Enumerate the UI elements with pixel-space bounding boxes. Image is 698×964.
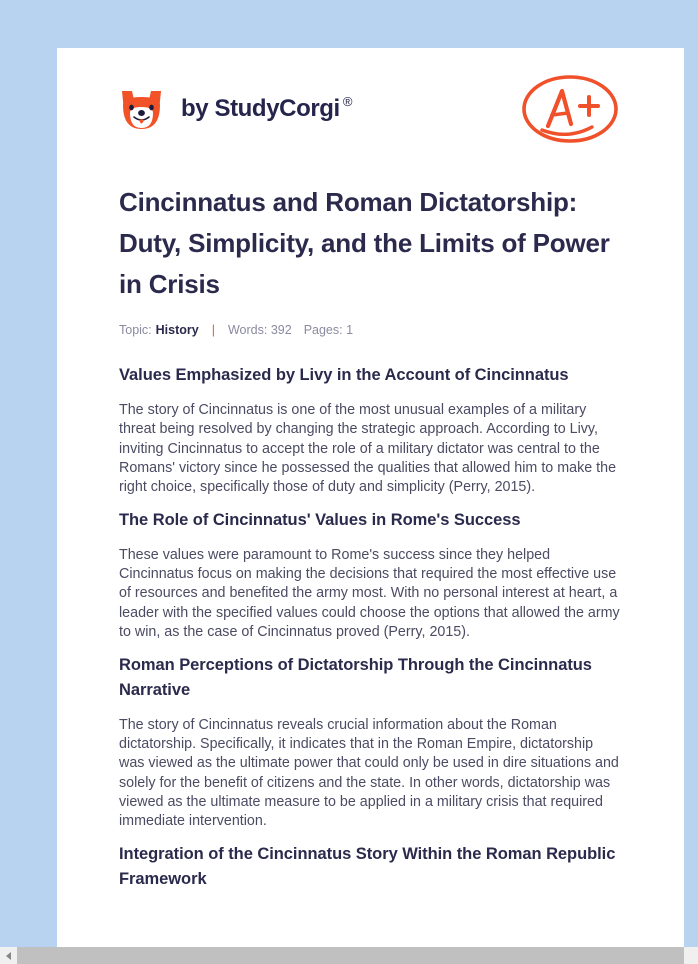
brand-wordmark [181, 94, 352, 122]
word-count: Words: 392 [227, 323, 292, 338]
meta-separator: | [211, 323, 215, 338]
document-body [119, 363, 622, 892]
section-heading: Integration of the Cincinnatus Story Within the Roman Republic Framework [119, 845, 616, 889]
page-title: Cincinnatus and Roman Dictatorship: Duty, Simplicity, and the Limits of Power in Crisis [119, 187, 610, 300]
registered-trademark-icon: ® [342, 94, 352, 109]
brand-logo-group[interactable] [119, 87, 352, 132]
page-count: Pages: 1 [303, 323, 354, 338]
section-paragraph: The story of Cincinnatus is one of the most unusual examples of a military threat being resolved by changing the strategic approach. According to Livy, inviting Cincinnatus to accept the role of a military dictator was central to the Romans' victory since he possessed the qualities that allowed him to make the right choice, specifically those of duty and simplicity (Perry, 2015). [119, 402, 617, 495]
content-section [119, 842, 622, 892]
brand-wordmark-text: by StudyCorgi [181, 95, 340, 122]
horizontal-scrollbar[interactable] [0, 947, 698, 964]
scrollbar-thumb[interactable] [17, 947, 684, 964]
topic-label: Topic: [119, 323, 152, 338]
content-section [119, 363, 622, 497]
scrollbar-track[interactable] [17, 947, 698, 964]
section-heading: The Role of Cincinnatus' Values in Rome's Success [119, 511, 521, 530]
section-paragraph: The story of Cincinnatus reveals crucial information about the Roman dictatorship. Specifically, it indicates that in the Roman Empire, dictatorship was viewed as the ultimate power that could only be used in dire situations and solely for the benefit of citizens and the state. In other words, dictatorship was viewed as the ultimate measure to be applied in a military crisis that required immediate intervention. [119, 717, 619, 829]
document-meta [119, 323, 622, 337]
content-section [119, 653, 622, 831]
scroll-left-arrow-icon[interactable] [0, 947, 17, 964]
document-page [57, 48, 684, 964]
content-section [119, 508, 622, 642]
section-heading: Values Emphasized by Livy in the Account of Cincinnatus [119, 366, 569, 385]
topic-value[interactable]: History [155, 323, 199, 338]
section-paragraph: These values were paramount to Rome's success since they helped Cincinnatus focus on making the decisions that required the most effective use of resources and benefited the army most. With no personal interest at heart, a leader with the specified values could choose the options that allowed the army to win, as the case of Cincinnatus proved (Perry, 2015). [119, 547, 620, 640]
section-heading: Roman Perceptions of Dictatorship Through the Cincinnatus Narrative [119, 655, 592, 700]
a-plus-grade-badge-icon [518, 70, 622, 148]
corgi-face-icon [119, 87, 164, 132]
brand-header [119, 48, 622, 160]
